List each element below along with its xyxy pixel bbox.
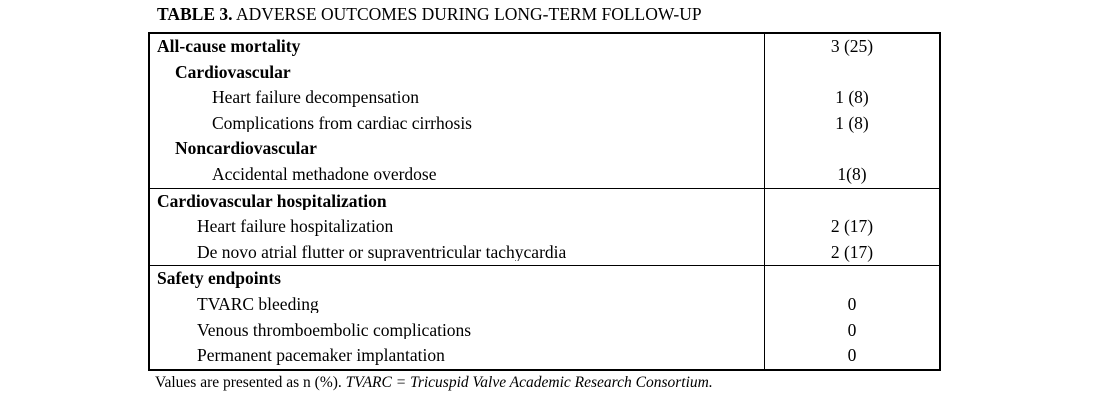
table-row [150,343,939,369]
row-label: Cardiovascular [175,63,291,82]
row-value: 0 [764,318,939,344]
row-value [764,60,939,86]
table-row [150,292,939,318]
row-value: 2 (17) [764,214,939,240]
row-label: Complications from cardiac cirrhosis [212,114,472,133]
table-section [150,34,939,188]
table-row [150,162,939,188]
table-title-number: TABLE 3. [157,4,233,24]
footnote-abbreviation-text: TVARC = Tricuspid Valve Academic Research Consortium. [345,374,713,391]
table-row [150,136,939,162]
table-section [150,265,939,368]
table-row [150,189,939,215]
row-label: De novo atrial flutter or supraventricular tachycardia [197,243,567,262]
row-value: 1(8) [764,162,939,188]
row-value: 1 (8) [764,111,939,137]
row-label: Cardiovascular hospitalization [157,192,387,211]
row-value [764,189,939,215]
table-row [150,111,939,137]
row-value: 2 (17) [764,240,939,266]
row-value: 0 [764,343,939,369]
table-row [150,240,939,266]
table-row [150,214,939,240]
table-row [150,60,939,86]
row-label: Heart failure hospitalization [197,218,394,236]
table-row [150,266,939,292]
row-label: Venous thromboembolic complications [197,321,472,340]
row-label: Safety endpoints [157,270,281,288]
row-label: TVARC bleeding [197,295,319,314]
row-label: All-cause mortality [157,38,301,56]
row-label: Heart failure decompensation [212,89,419,107]
table-row [150,318,939,344]
table-title-text: ADVERSE OUTCOMES DURING LONG-TERM FOLLOW-UP [232,4,702,24]
table-row [150,85,939,111]
row-label: Permanent pacemaker implantation [197,347,445,365]
outcomes-table [148,32,941,371]
row-label: Noncardiovascular [175,140,317,158]
table-row [150,34,939,60]
table-footnote [155,374,713,392]
row-value: 0 [764,292,939,318]
table-title [157,4,702,25]
row-value: 1 (8) [764,85,939,111]
row-value [764,136,939,162]
row-label: Accidental methadone overdose [212,166,437,184]
row-value: 3 (25) [764,34,939,60]
table-section [150,188,939,266]
footnote-plain-text: Values are presented as n (%). [155,374,346,391]
row-value [764,266,939,292]
